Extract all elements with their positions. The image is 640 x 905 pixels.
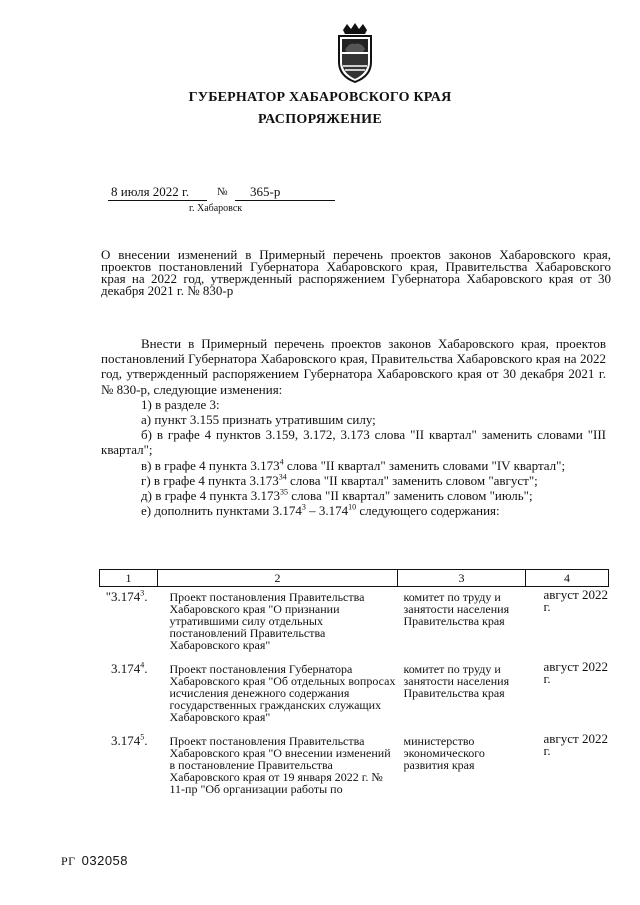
row-responsible: комитет по труду и занятости населения Правительства края [403, 662, 510, 700]
row-title: Проект постановления Правительства Хабаровского края "О признании утратившими силу отдельных постановлений Правительства Хабаровского края" [169, 590, 365, 652]
row-responsible: министерство экономического развития края [403, 734, 485, 772]
body-item-g: г) в графе 4 пункта 3.173$^{34}$ слова "II квартал" заменить словом "август"; [141, 472, 538, 488]
body-item-d: д) в графе 4 пункта 3.173$^{35}$ слова "II квартал" заменить словом "июль"; [141, 487, 533, 504]
number-underline [235, 200, 335, 201]
body-item-a: а) пункт 3.155 признать утратившим силу; [141, 412, 376, 428]
coat-of-arms-emblem [333, 22, 377, 84]
body-item-e: е) дополнить пунктами 3.174$^3$ – 3.174$^{10}$ следующего содержания: [141, 502, 500, 519]
row-term: август 2022 г. [543, 659, 608, 686]
serial-number: 032058 [81, 853, 129, 868]
document-body [101, 336, 606, 518]
table-row [100, 731, 609, 803]
body-intro: Внести в Примерный перечень проектов законов Хабаровского края, проектов постановлений Губернатора Хабаровского края, Правительства Хабаровского края на 2022 год, утвержденный распоряжением Губернатора Хабаровского края от 30 декабря 2021 г. № 830-р, следующие изменения: [101, 336, 606, 397]
authority-heading: ГУБЕРНАТОР ХАБАРОВСКОГО КРАЯ [188, 90, 452, 105]
row-title: Проект постановления Правительства Хабаровского края "О внесении изменений в постановление Правительства Хабаровского края от 19 января 2022 г. № 11-пр "Об организации работы по [169, 734, 391, 796]
table-header-row [100, 570, 609, 587]
row-term: август 2022 г. [543, 731, 608, 758]
document-type-heading: РАСПОРЯЖЕНИЕ [258, 112, 382, 127]
changes-table [99, 569, 609, 803]
row-title: Проект постановления Губернатора Хабаровского края "Об отдельных вопросах исчисления денежного содержания государственных гражданских служащих Хабаровского края" [169, 662, 396, 724]
serial-prefix: РГ [61, 854, 76, 868]
row-term: август 2022 г. [543, 587, 608, 614]
document-subject: О внесении изменений в Примерный перечень проектов законов Хабаровского края, проектов постановлений Губернатора Хабаровского края, Правительства Хабаровского края на 2022 год, утвержденный распоряжением Губернатора Хабаровского края от 30 декабря 2021 г. № 830-р [101, 247, 611, 298]
date-underline [108, 200, 207, 201]
document-number: 365-р [250, 184, 281, 199]
body-item-1: 1) в разделе 3: [141, 396, 220, 412]
row-number: 3.174$^5$. [111, 732, 148, 748]
document-city: г. Хабаровск [189, 203, 243, 214]
column-header-4: 4 [526, 570, 609, 587]
body-item-v: в) в графе 4 пункта 3.173$^4$ слова "II квартал" заменить словами "IV квартал"; [141, 457, 566, 473]
column-header-3: 3 [398, 570, 526, 587]
row-number: 3.174$^4$. [111, 660, 148, 676]
column-header-1: 1 [100, 570, 158, 587]
body-item-b: б) в графе 4 пунктов 3.159, 3.172, 3.173 слова "II квартал" заменить словами "III квартал"; [101, 427, 606, 458]
document-date: 8 июля 2022 г. [111, 184, 190, 199]
row-number: "3.174$^3$. [105, 588, 148, 604]
table-row [100, 587, 609, 660]
column-header-2: 2 [158, 570, 398, 587]
number-sign: № [217, 186, 228, 198]
document-serial [61, 853, 128, 869]
row-responsible: комитет по труду и занятости населения Правительства края [403, 590, 510, 628]
table-row [100, 659, 609, 731]
